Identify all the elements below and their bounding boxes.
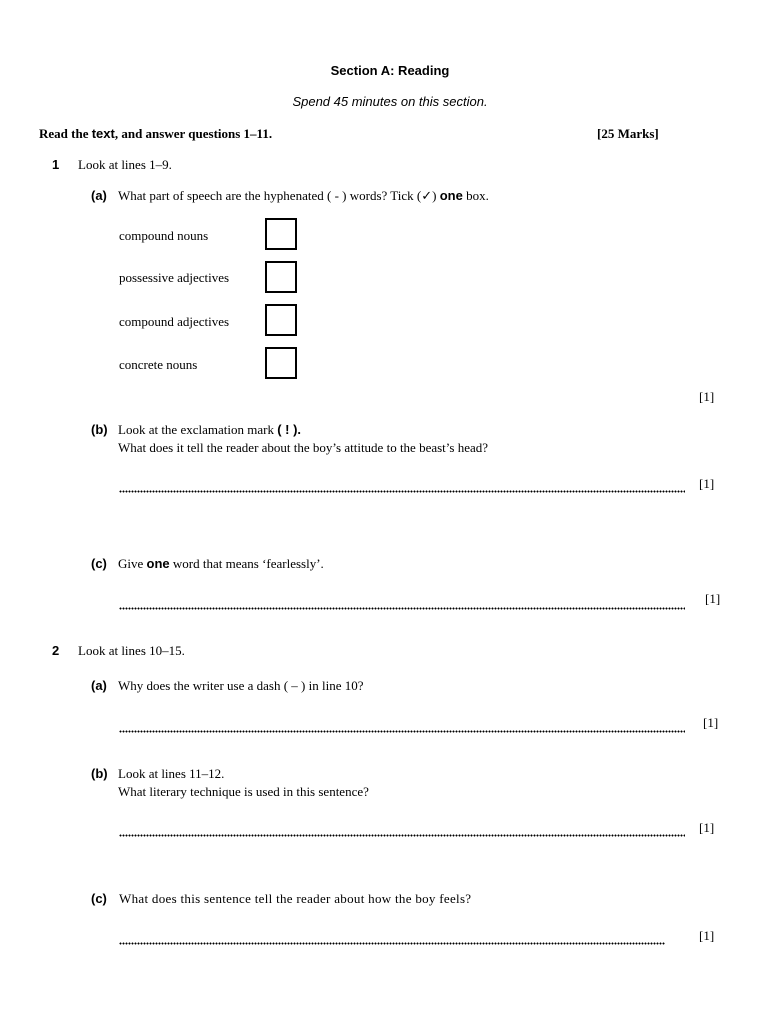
question-2-number: 2	[52, 643, 60, 658]
section-instruction: Spend 45 minutes on this section.	[292, 94, 488, 109]
option-compound-nouns: compound nouns	[119, 228, 209, 243]
question-2a-mark: [1]	[703, 715, 719, 730]
checkbox-possessive-adjectives[interactable]	[265, 261, 297, 293]
question-2-prompt: Look at lines 10–15.	[78, 643, 185, 658]
question-1b-mark: [1]	[699, 476, 715, 491]
option-compound-adjectives: compound adjectives	[119, 314, 230, 329]
question-1a-mark: [1]	[699, 389, 715, 404]
keyword-one: one	[439, 188, 463, 203]
question-1-number: 1	[52, 157, 60, 172]
question-1b-line2: What does it tell the reader about the boy’s attitude to the beast’s head?	[118, 440, 489, 455]
question-1b-line1: Look at the exclamation mark ( ! ).	[118, 422, 302, 437]
answer-line-1b[interactable]	[119, 490, 685, 493]
exclamation-symbol: ( ! ).	[277, 422, 302, 437]
question-1-prompt: Look at lines 1–9.	[78, 157, 172, 172]
question-1a-label: (a)	[91, 188, 107, 203]
section-title: Section A: Reading	[330, 63, 450, 78]
answer-line-2a[interactable]	[119, 730, 685, 733]
question-2b-label: (b)	[91, 766, 108, 781]
total-marks: [25 Marks]	[597, 126, 659, 141]
question-2c-text: What does this sentence tell the reader about how the boy feels?	[119, 891, 472, 906]
checkbox-compound-nouns[interactable]	[265, 218, 297, 250]
question-2b-line2: What literary technique is used in this sentence?	[118, 784, 369, 799]
answer-line-2c[interactable]	[119, 942, 665, 945]
checkbox-concrete-nouns[interactable]	[265, 347, 297, 379]
option-concrete-nouns: concrete nouns	[119, 357, 198, 372]
question-2c-mark: [1]	[699, 928, 715, 943]
question-1c-label: (c)	[91, 556, 107, 571]
question-2c-label: (c)	[91, 891, 107, 906]
answer-line-2b[interactable]	[119, 834, 685, 837]
read-instruction: Read the text, and answer questions 1–11.	[39, 126, 273, 141]
question-2b-mark: [1]	[699, 820, 715, 835]
question-1c-text: Give one word that means ‘fearlessly’.	[118, 556, 324, 571]
tick-symbol: ✓	[421, 188, 433, 203]
keyword-one: one	[146, 556, 170, 571]
question-1c-mark: [1]	[705, 591, 721, 606]
question-2b-line1: Look at lines 11–12.	[118, 766, 225, 781]
question-1b-label: (b)	[91, 422, 108, 437]
answer-line-1c[interactable]	[119, 607, 685, 610]
option-possessive-adjectives: possessive adjectives	[119, 270, 230, 285]
question-1a-text: What part of speech are the hyphenated ( - ) words? Tick (✓) one box.	[118, 188, 489, 203]
question-2a-text: Why does the writer use a dash ( – ) in line 10?	[118, 678, 364, 693]
question-2a-label: (a)	[91, 678, 107, 693]
checkbox-compound-adjectives[interactable]	[265, 304, 297, 336]
